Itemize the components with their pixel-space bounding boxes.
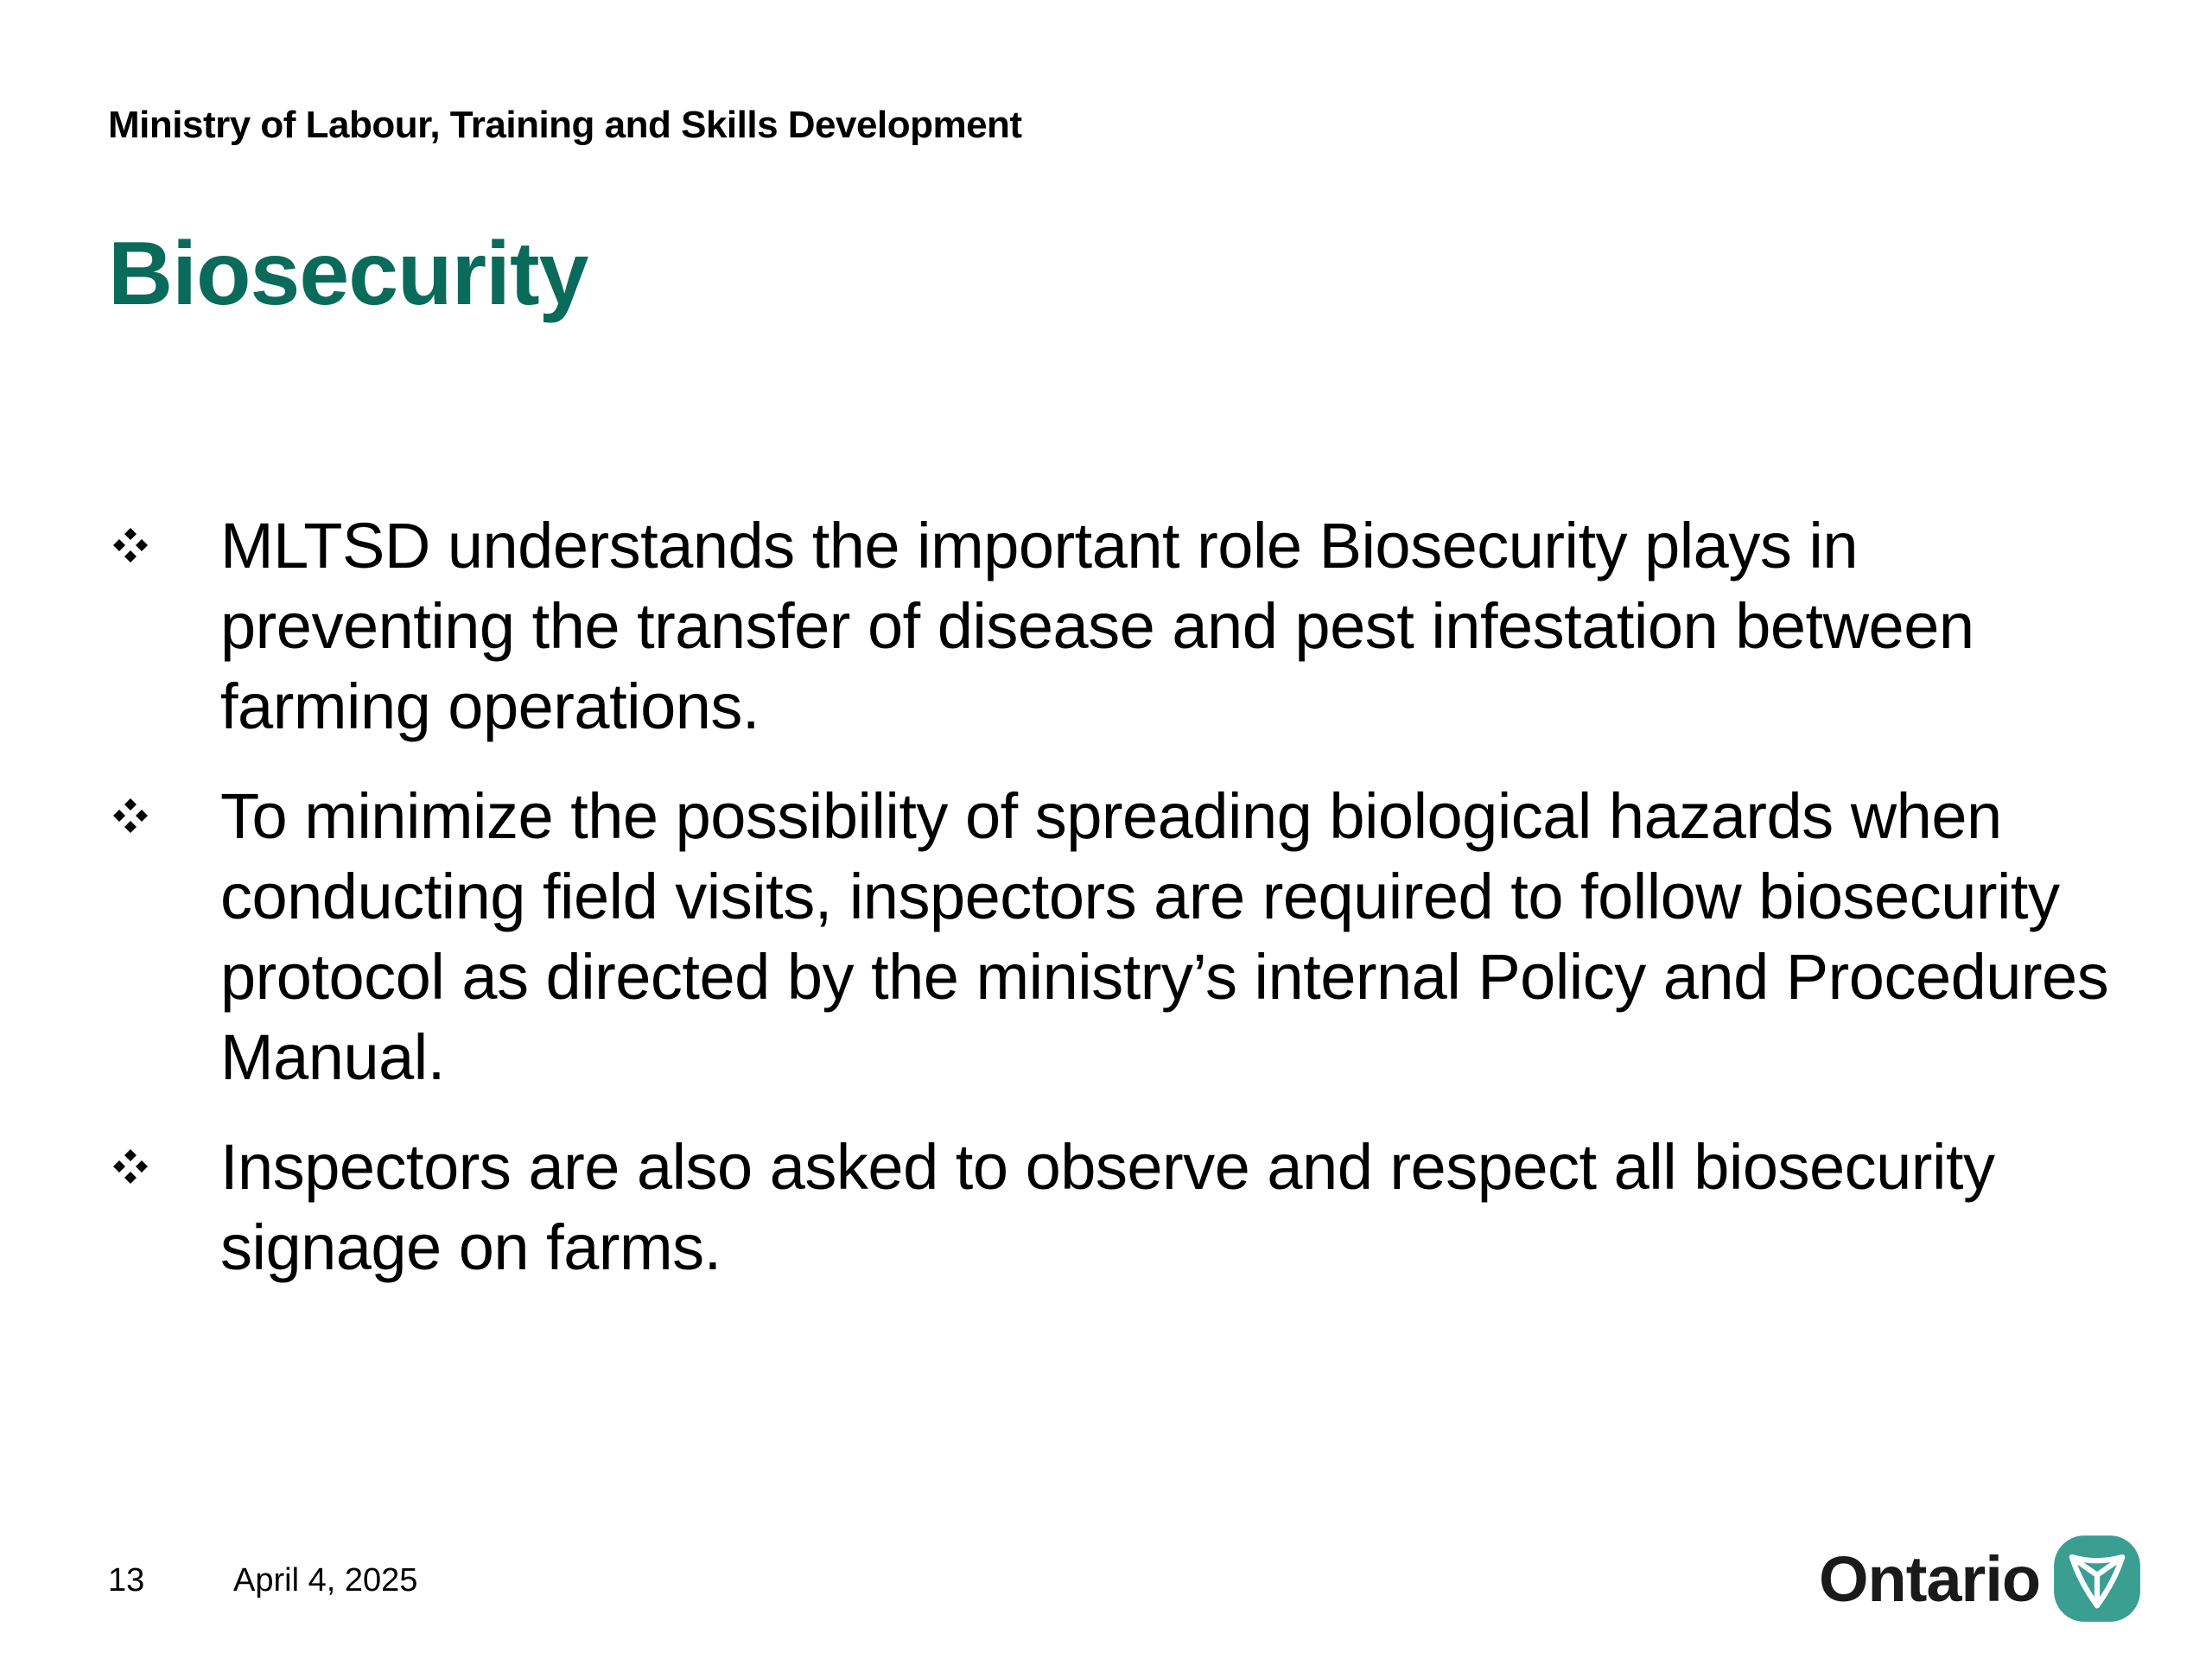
four-diamond-icon: [111, 797, 149, 835]
ministry-name: Ministry of Labour, Training and Skills Development: [108, 104, 1022, 146]
bullet-text: To minimize the possibility of spreading biological hazards when conducting field visits, inspectors are required to follow biosecurity protocol as directed by the ministry’s internal Policy and Procedures Manual.: [220, 780, 2109, 1093]
bullet-item: [108, 505, 2147, 747]
page-number: 13: [108, 1562, 145, 1599]
slide-title: Biosecurity: [108, 224, 588, 324]
four-diamond-icon: [111, 526, 149, 564]
bullet-item: [108, 1127, 2147, 1287]
bullet-item: [108, 776, 2147, 1097]
trillium-icon: [2052, 1534, 2142, 1624]
bullet-list: [108, 505, 2147, 1317]
bullet-text: MLTSD understands the important role Biosecurity plays in preventing the transfer of disease and pest infestation between farming operations.: [220, 510, 1974, 742]
footer-date: April 4, 2025: [233, 1562, 418, 1599]
ontario-logo: [1819, 1534, 2142, 1624]
bullet-text: Inspectors are also asked to observe and respect all biosecurity signage on farms.: [220, 1131, 1995, 1283]
four-diamond-icon: [111, 1147, 149, 1185]
logo-wordmark: Ontario: [1819, 1542, 2041, 1615]
